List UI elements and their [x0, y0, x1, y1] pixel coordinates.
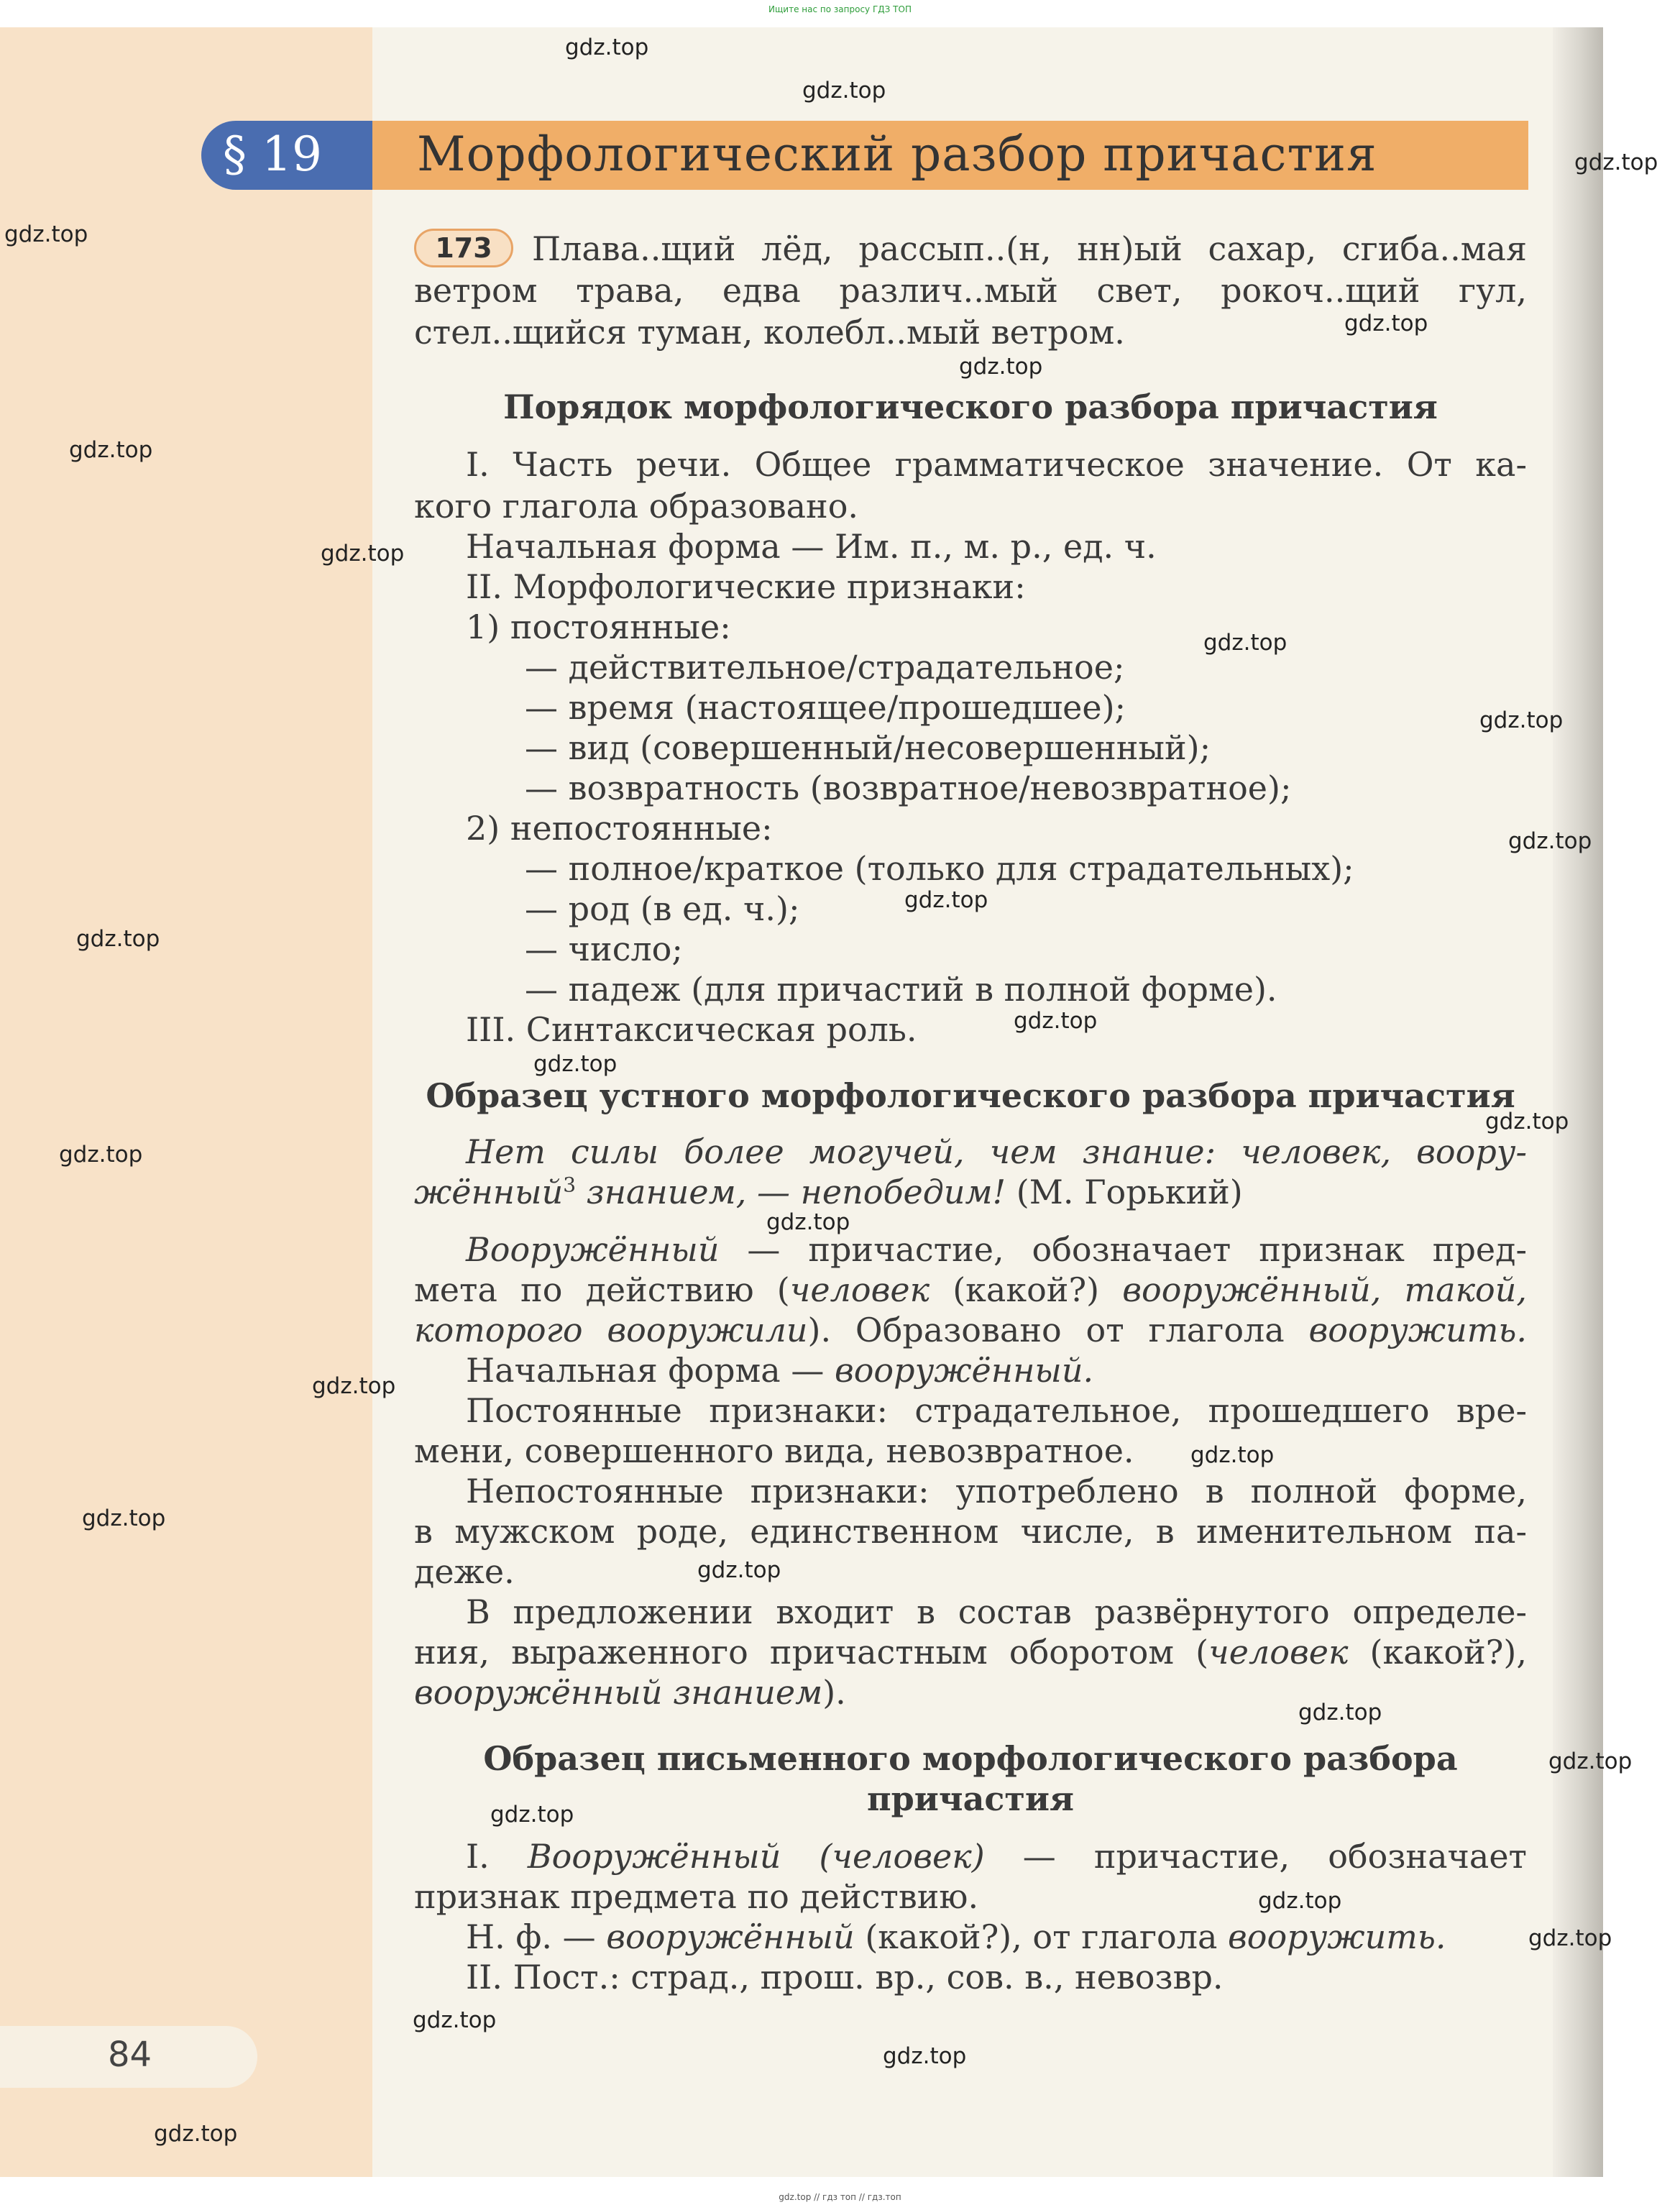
oral-para1-line3: которого вооружили). Образовано от глагола вооружить. — [414, 1311, 1528, 1349]
written-heading-line2: причастия — [866, 1779, 1075, 1818]
order-line: II. Морфологические признаки: — [466, 567, 1026, 606]
watermark: gdz.top — [883, 2043, 967, 2069]
section-number: § 19 — [223, 127, 322, 182]
watermark: gdz.top — [1344, 311, 1428, 336]
oral-heading: Образец устного морфологического разбора причастия — [426, 1076, 1515, 1115]
written-heading-line1: Образец письменного морфологического разбора — [483, 1739, 1458, 1778]
watermark: gdz.top — [802, 78, 886, 104]
watermark: gdz.top — [697, 1557, 781, 1583]
watermark: gdz.top — [565, 35, 649, 60]
watermark: gdz.top — [321, 541, 405, 567]
watermark: gdz.top — [1014, 1008, 1098, 1034]
order-line: III. Синтаксическая роль. — [466, 1010, 917, 1049]
exercise-line: ветром трава, едва различ..мый свет, рокоч..щий гул, — [414, 271, 1527, 310]
watermark: gdz.top — [766, 1209, 850, 1235]
bottom-note: gdz.top // гдз топ // гдз.топ — [779, 2192, 901, 2202]
order-line: — действительное/страдательное; — [525, 648, 1125, 687]
watermark: gdz.top — [82, 1505, 166, 1531]
watermark: gdz.top — [69, 437, 153, 463]
order-line: — возвратность (возвратное/невозвратное); — [525, 769, 1292, 807]
watermark: gdz.top — [959, 354, 1043, 380]
oral-para5-line1: В предложении входит в состав развёрнутого определе- — [466, 1592, 1527, 1631]
watermark: gdz.top — [1203, 630, 1287, 656]
written-line2: признак предмета по действию. — [414, 1877, 979, 1916]
watermark: gdz.top — [1485, 1109, 1569, 1134]
watermark: gdz.top — [312, 1373, 396, 1399]
oral-para3-line1: Постоянные признаки: страдательное, прошедшего вре- — [466, 1391, 1527, 1430]
watermark: gdz.top — [533, 1051, 618, 1077]
written-line1: I. Вооружённый (человек) — причастие, обозначает — [466, 1837, 1527, 1876]
watermark: gdz.top — [76, 926, 160, 952]
order-heading: Порядок морфологического разбора причастия — [503, 388, 1438, 426]
oral-para4-line2: в мужском роде, единственном числе, в именительном па- — [414, 1512, 1527, 1551]
order-line: — время (настоящее/прошедшее); — [525, 688, 1126, 727]
page-margin — [0, 27, 372, 2177]
order-line: — падеж (для причастий в полной форме). — [525, 970, 1277, 1009]
section-title-band — [372, 121, 1528, 190]
watermark: gdz.top — [154, 2121, 238, 2147]
oral-para3-line2: мени, совершенного вида, невозвратное. — [414, 1431, 1134, 1470]
oral-quote-line1: Нет силы более могучей, чем знание: человек, воору- — [466, 1132, 1527, 1171]
order-line: кого глагола образовано. — [414, 487, 859, 526]
oral-para1-line1: Вооружённый — причастие, обозначает признак пред- — [466, 1230, 1527, 1269]
watermark: gdz.top — [1258, 1888, 1342, 1914]
oral-para1-line2: мета по действию (человек (какой?) вооружённый, такой, — [414, 1270, 1528, 1309]
written-line4: II. Пост.: страд., прош. вр., сов. в., невозвр. — [466, 1958, 1224, 1997]
oral-para5-line2: ния, выраженного причастным оборотом (человек (какой?), — [414, 1633, 1527, 1672]
oral-para4-line3: деже. — [414, 1552, 515, 1591]
watermark: gdz.top — [1479, 707, 1564, 733]
watermark: gdz.top — [4, 221, 88, 247]
book-spine-shadow — [1553, 27, 1603, 2177]
order-line: — род (в ед. ч.); — [525, 889, 800, 928]
page-number: 84 — [108, 2035, 152, 2075]
watermark: gdz.top — [1528, 1925, 1612, 1951]
exercise-line: Плава..щий лёд, рассып..(н, нн)ый сахар, сгиба..мая — [532, 229, 1527, 268]
order-line: 1) постоянные: — [466, 608, 731, 646]
watermark: gdz.top — [59, 1142, 143, 1168]
exercise-number-badge: 173 — [414, 229, 513, 267]
watermark: gdz.top — [490, 1802, 574, 1828]
oral-quote-line2: жённый$^3$ знанием, — непобедим! (М. Горький) — [414, 1173, 1243, 1211]
order-line: — полное/краткое (только для страдательных); — [525, 849, 1354, 888]
watermark: gdz.top — [1548, 1748, 1633, 1774]
top-note: Ищите нас по запросу ГДЗ ТОП — [768, 4, 912, 14]
watermark: gdz.top — [1298, 1700, 1382, 1725]
watermark: gdz.top — [1190, 1442, 1275, 1468]
watermark: gdz.top — [413, 2007, 497, 2033]
section-title: Морфологический разбор причастия — [417, 127, 1377, 182]
order-line: 2) непостоянные: — [466, 809, 773, 848]
order-line: — вид (совершенный/несовершенный); — [525, 728, 1211, 767]
watermark: gdz.top — [1574, 150, 1658, 175]
oral-para2: Начальная форма — вооружённый. — [466, 1351, 1094, 1390]
page-number-tab — [0, 2026, 257, 2088]
oral-para5-line3: вооружённый знанием). — [414, 1673, 846, 1712]
exercise-line: стел..щийся туман, колебл..мый ветром. — [414, 313, 1125, 352]
written-line3: Н. ф. — вооружённый (какой?), от глагола вооружить. — [466, 1917, 1446, 1956]
order-line: — число; — [525, 930, 683, 968]
watermark: gdz.top — [1508, 828, 1592, 854]
order-line: I. Часть речи. Общее грамматическое значение. От ка- — [466, 445, 1527, 484]
order-line: Начальная форма — Им. п., м. р., ед. ч. — [466, 527, 1157, 566]
watermark: gdz.top — [904, 887, 988, 913]
oral-para4-line1: Непостоянные признаки: употреблено в полной форме, — [466, 1472, 1527, 1511]
